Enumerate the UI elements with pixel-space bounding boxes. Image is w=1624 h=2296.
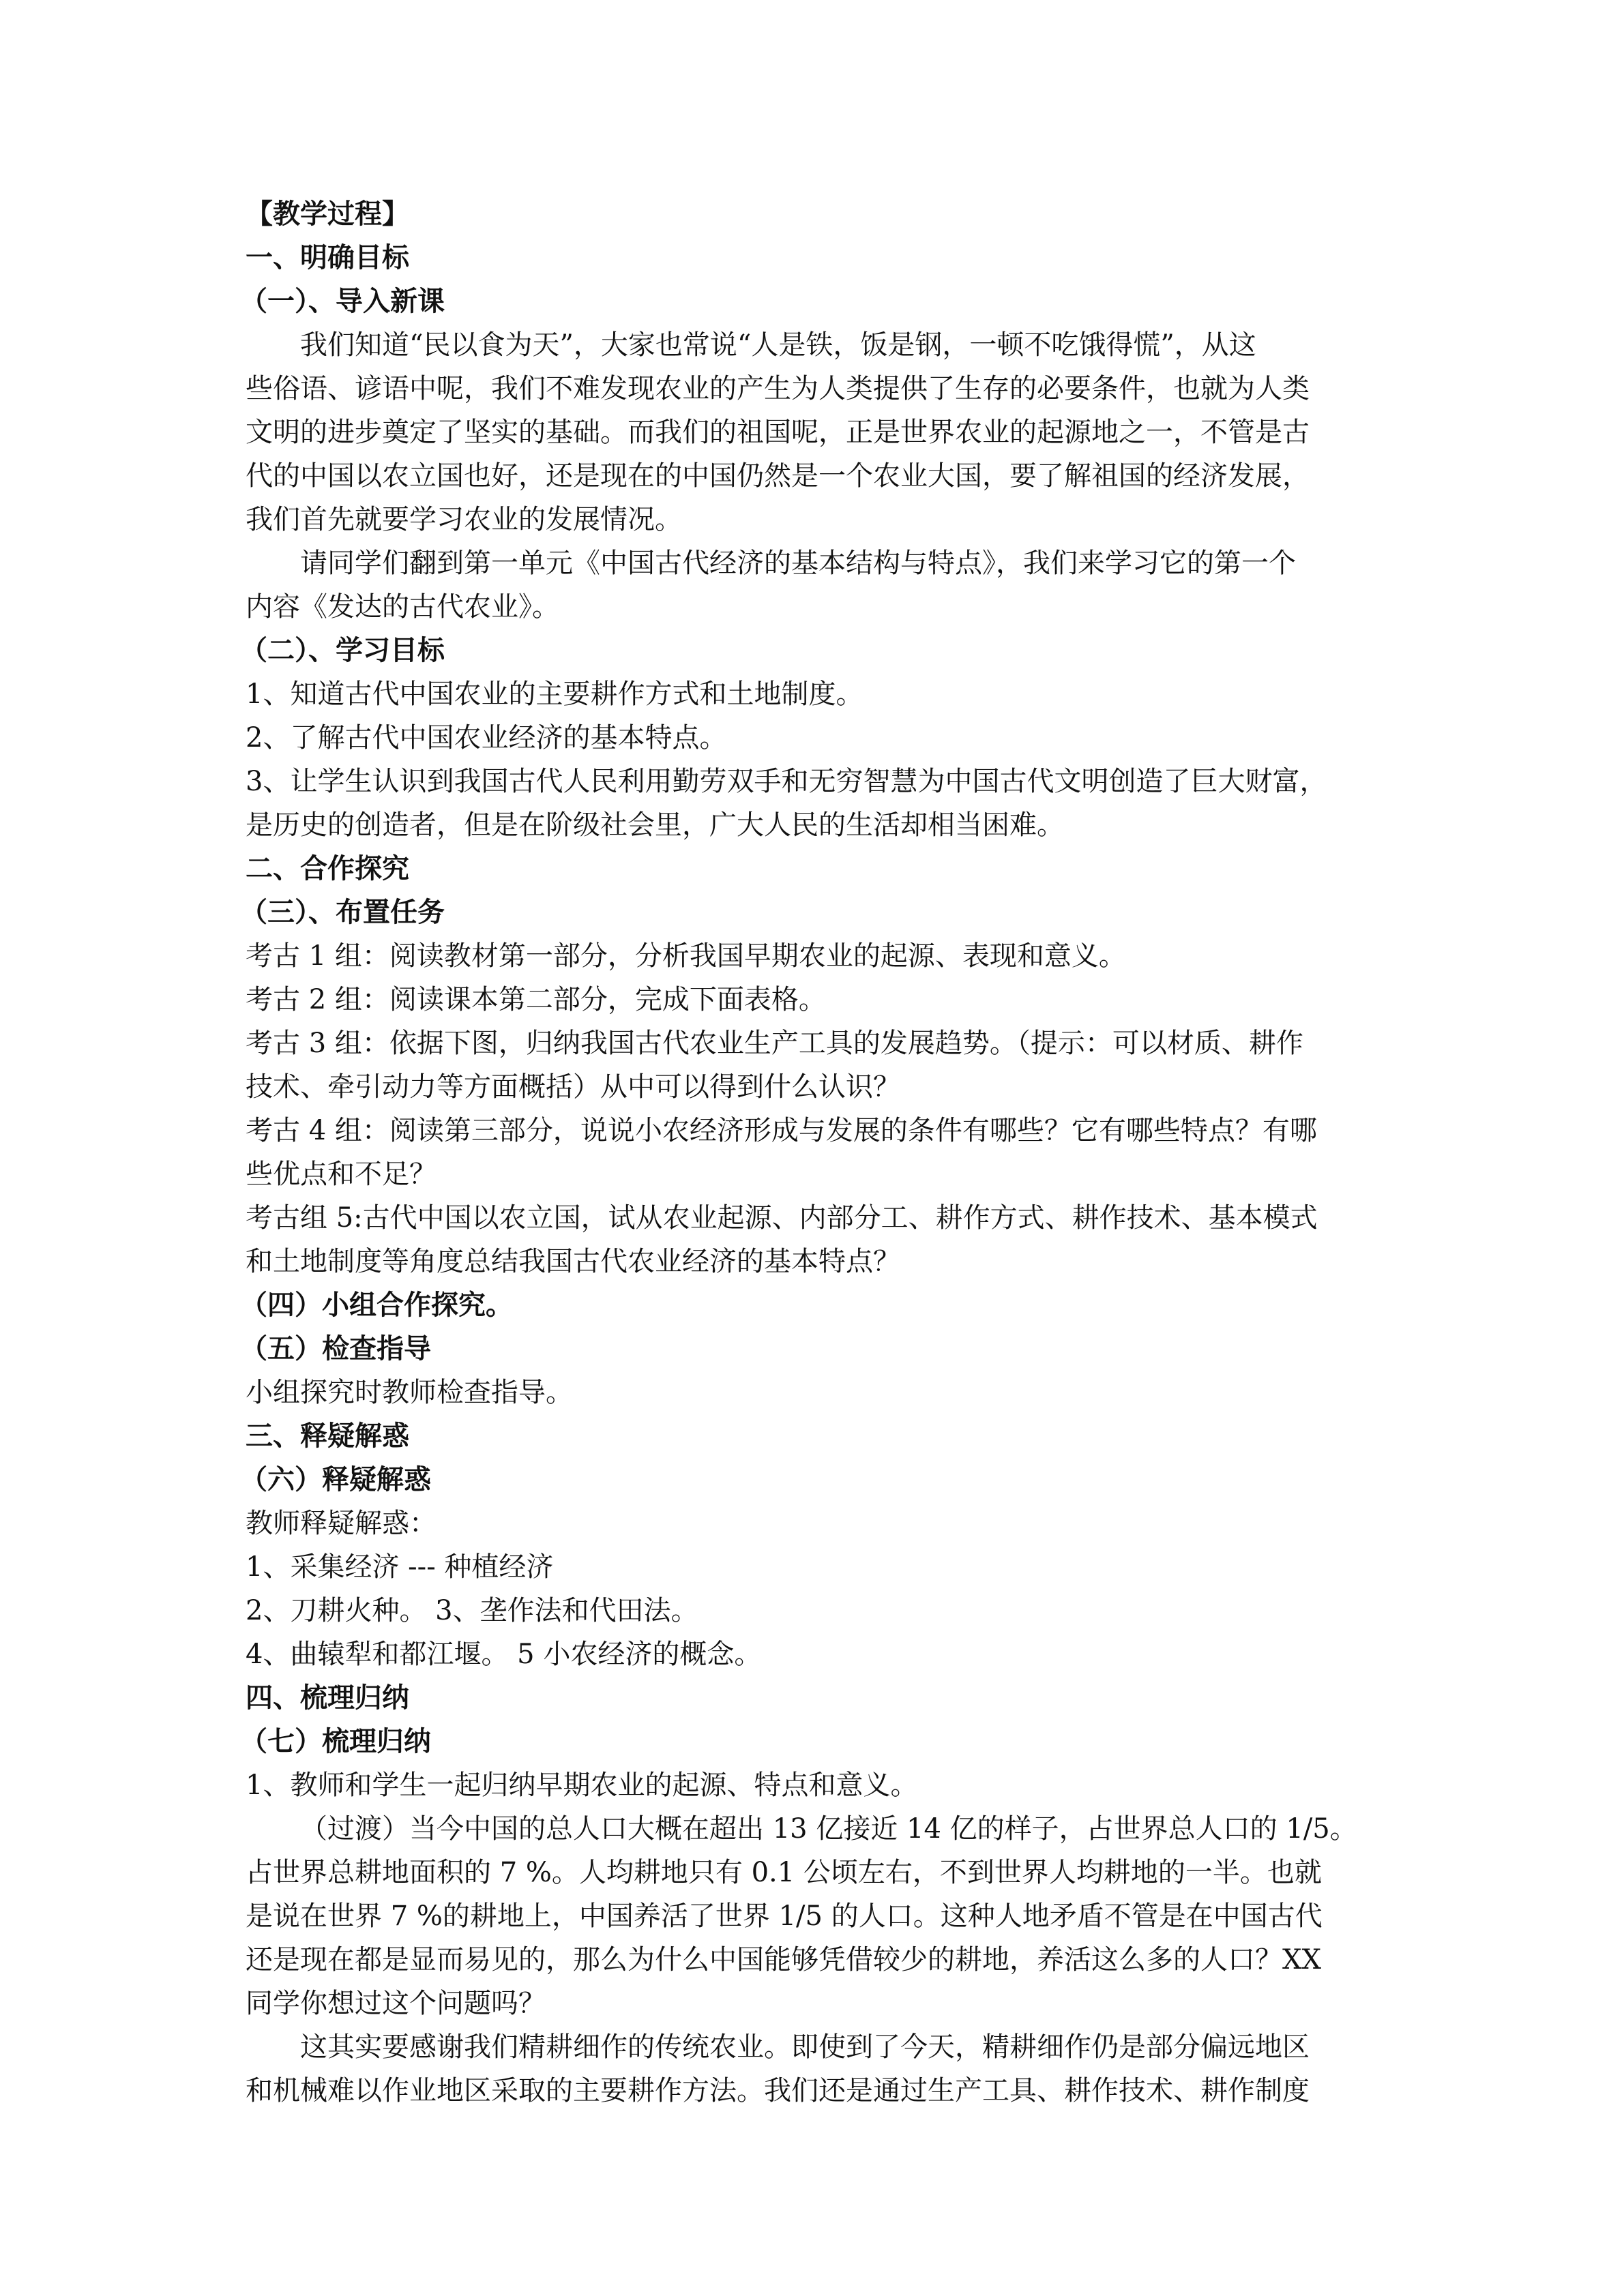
section-heading: （二）、学习目标 [240, 634, 445, 666]
paragraph-line: 些优点和不足？ [246, 1159, 437, 1190]
paragraph-line: 还是现在都是显而易见的，那么为什么中国能够凭借较少的耕地，养活这么多的人口？XX [246, 1944, 1321, 1976]
section-heading: 一、明确目标 [246, 241, 409, 273]
paragraph-line: 考古 4 组：阅读第三部分，说说小农经济形成与发展的条件有哪些？它有哪些特点？有哪 [246, 1115, 1317, 1146]
paragraph-line: 请同学们翻到第一单元《中国古代经济的基本结构与特点》，我们来学习它的第一个 [300, 548, 1296, 579]
paragraph-line: 1、知道古代中国农业的主要耕作方式和土地制度。 [246, 679, 863, 710]
paragraph-line: 1、教师和学生一起归纳早期农业的起源、特点和意义。 [246, 1770, 918, 1801]
paragraph-line: 考古组 5:古代中国以农立国，试从农业起源、内部分工、耕作方式、耕作技术、基本模式 [246, 1202, 1318, 1234]
paragraph-line: 内容《发达的古代农业》。 [246, 591, 559, 623]
paragraph-line: 是历史的创造者，但是在阶级社会里，广大人民的生活却相当困难。 [246, 809, 1064, 841]
section-heading: （五）检查指导 [240, 1332, 431, 1365]
paragraph-line: 是说在世界 7 %的耕地上，中国养活了世界 1/5 的人口。这种人地矛盾不管是在中国古代 [246, 1900, 1323, 1932]
section-heading: （一）、导入新课 [240, 285, 445, 317]
section-heading: 三、释疑解惑 [246, 1420, 409, 1452]
document-page [240, 192, 1385, 2113]
section-heading: （七）梳理归纳 [240, 1725, 431, 1757]
paragraph-line: 些俗语、谚语中呢，我们不难发现农业的产生为人类提供了生存的必要条件，也就为人类 [246, 373, 1310, 404]
paragraph-line: 同学你想过这个问题吗？ [246, 1988, 546, 2019]
paragraph-line: 考古 3 组：依据下图，归纳我国古代农业生产工具的发展趋势。（提示：可以材质、耕作 [246, 1028, 1303, 1059]
section-heading: （四）小组合作探究。 [240, 1289, 513, 1321]
paragraph-line: 和机械难以作业地区采取的主要耕作方法。我们还是通过生产工具、耕作技术、耕作制度 [246, 2075, 1310, 2106]
section-heading: 二、合作探究 [246, 852, 409, 884]
paragraph-line: 代的中国以农立国也好，还是现在的中国仍然是一个农业大国，要了解祖国的经济发展， [246, 460, 1310, 492]
paragraph-line: 3、让学生认识到我国古代人民利用勤劳双手和无穷智慧为中国古代文明创造了巨大财富， [246, 766, 1327, 797]
section-heading: （三）、布置任务 [240, 896, 445, 928]
section-heading: 四、梳理归纳 [246, 1682, 409, 1714]
paragraph-line: 考古 1 组：阅读教材第一部分，分析我国早期农业的起源、表现和意义。 [246, 940, 1126, 972]
paragraph-line: 我们知道“民以食为天”，大家也常说“人是铁，饭是钢，一顿不吃饿得慌”，从这 [300, 329, 1256, 361]
section-heading: 【教学过程】 [246, 198, 409, 230]
paragraph-line: 考古 2 组：阅读课本第二部分，完成下面表格。 [246, 984, 826, 1015]
section-heading: （六）释疑解惑 [240, 1463, 431, 1495]
paragraph-line: 文明的进步奠定了坚实的基础。而我们的祖国呢，正是世界农业的起源地之一，不管是古 [246, 417, 1310, 448]
paragraph-line: 小组探究时教师检查指导。 [246, 1377, 573, 1408]
paragraph-line: 和土地制度等角度总结我国古代农业经济的基本特点？ [246, 1246, 900, 1277]
paragraph-line: 这其实要感谢我们精耕细作的传统农业。即使到了今天，精耕细作仍是部分偏远地区 [300, 2031, 1310, 2063]
paragraph-line: 4、曲辕犁和都江堰。 5 小农经济的概念。 [246, 1639, 762, 1670]
paragraph-line: 1、采集经济 --- 种植经济 [246, 1551, 554, 1583]
paragraph-line: 技术、牵引动力等方面概括）从中可以得到什么认识？ [246, 1071, 900, 1103]
paragraph-line: （过渡）当今中国的总人口大概在超出 13 亿接近 14 亿的样子，占世界总人口的 1/5。 [300, 1813, 1357, 1845]
paragraph-line: 2、刀耕火种。 3、垄作法和代田法。 [246, 1595, 698, 1626]
paragraph-line: 教师释疑解惑： [246, 1508, 437, 1539]
paragraph-line: 我们首先就要学习农业的发展情况。 [246, 504, 682, 535]
paragraph-line: 2、了解古代中国农业经济的基本特点。 [246, 722, 727, 754]
paragraph-line: 占世界总耕地面积的 7 %。人均耕地只有 0.1 公顷左右，不到世界人均耕地的一半。也就 [246, 1857, 1322, 1888]
